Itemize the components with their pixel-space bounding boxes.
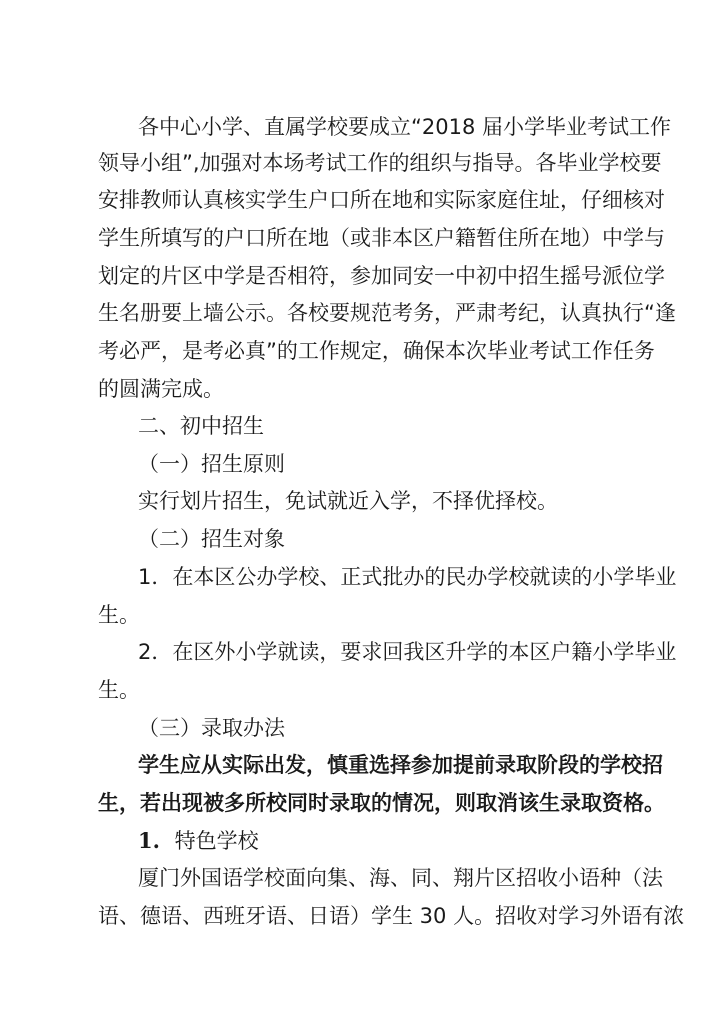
paragraph-line: 安排教师认真核实学生户口所在地和实际家庭住址，仔细核对 xyxy=(98,188,665,212)
subsection-heading: （二）招生对象 xyxy=(138,527,285,551)
section-heading: 二、初中招生 xyxy=(138,414,264,438)
paragraph-line: 生名册要上墙公示。各校要规范考务，严肃考纪，认真执行“逢 xyxy=(98,301,676,325)
paragraph-line: 各中心小学、直属学校要成立“2018 届小学毕业考试工作 xyxy=(138,115,671,139)
list-item-line: 生。 xyxy=(98,678,140,702)
paragraph-line: 实行划片招生，免试就近入学，不择优择校。 xyxy=(138,489,558,513)
paragraph-line: 语、德语、西班牙语、日语）学生 30 人。招收对学习外语有浓 xyxy=(98,904,685,928)
paragraph-line: 学生所填写的户口所在地（或非本区户籍暂住所在地）中学与 xyxy=(98,226,665,250)
heading-text: 特色学校 xyxy=(174,829,259,853)
list-item-line: 生。 xyxy=(98,603,140,627)
bold-paragraph-line: 学生应从实际出发，慎重选择参加提前录取阶段的学校招 xyxy=(138,753,663,777)
paragraph-line: 领导小组”,加强对本场考试工作的组织与指导。各毕业学校要 xyxy=(98,151,662,175)
paragraph-line: 划定的片区中学是否相符，参加同安一中初中招生摇号派位学 xyxy=(98,264,665,288)
subsection-heading: （三）录取办法 xyxy=(138,716,285,740)
list-item-line: 2．在区外小学就读，要求回我区升学的本区户籍小学毕业 xyxy=(138,640,677,664)
paragraph-line: 厦门外国语学校面向集、海、同、翔片区招收小语种（法 xyxy=(138,866,663,890)
paragraph-line: 的圆满完成。 xyxy=(98,377,224,401)
numbered-heading xyxy=(138,827,638,855)
heading-number: 1. xyxy=(138,828,160,853)
paragraph-line: 考必严，是考必真”的工作规定，确保本次毕业考试工作任务 xyxy=(98,339,655,363)
list-item-line: 1．在本区公办学校、正式批办的民办学校就读的小学毕业 xyxy=(138,565,677,589)
subsection-heading: （一）招生原则 xyxy=(138,452,285,476)
bold-paragraph-line: 生，若出现被多所校同时录取的情况，则取消该生录取资格。 xyxy=(98,791,665,815)
